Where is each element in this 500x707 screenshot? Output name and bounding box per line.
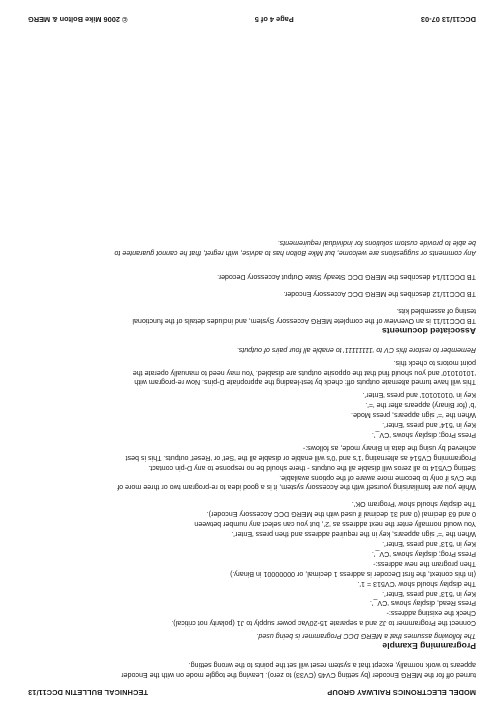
body-line: This will have turned alternate outputs off: check by test-leading the appropriate D-pins. Now re-program with <box>134 378 476 387</box>
footer-page-number: Page 4 of 5 <box>254 15 294 24</box>
step-line: Key in ‘01010101’ and press ‘Enter’. <box>362 391 476 400</box>
associated-doc-line: TB DCC11/12 describes the MERG DCC Accessory Encoder. <box>283 290 476 298</box>
step-line: Then program the new address:- <box>373 559 476 568</box>
step-line: Key in ‘513’ and press ‘Enter’. <box>382 540 476 549</box>
footer-copyright: © 2006 Mike Bolton & MERG <box>28 15 128 24</box>
step-line: Key in ‘514’ and press ‘Enter’. <box>382 421 476 430</box>
body-line: achieved by using the data in Binary mode, as follows:- <box>302 443 476 452</box>
programming-assumption: The following assumes that a MERG DCC Programmer is being used. <box>256 632 476 641</box>
step-line: ‘b’ (for Binary) appears after the ‘=’. <box>365 401 476 410</box>
step-line: Press Prog; display shows ‘CV_’. <box>371 549 476 558</box>
comments-line: Any comments or suggestions are welcome, but Mike Bolton has to advise, with regret, that he cannot guarantee to <box>114 249 476 258</box>
step-line: The display should show ‘Program OK’. <box>351 500 476 509</box>
footer-doc-ref: DCC11/13 07-03 <box>420 15 476 24</box>
body-line: the CVs if only to become more aware of the options available. <box>279 473 476 482</box>
step-line: Press Prog; display shows ‘CV_’. <box>371 430 476 439</box>
comments-line: be able to provide custom solutions for individual requirements. <box>277 239 476 248</box>
step-line: Key in ‘513’ and press ‘Enter’. <box>382 589 476 598</box>
associated-doc-line: TB DCC11/11 is an Overview of the complete MERG Accessory System, and includes details of the functional <box>132 316 476 325</box>
step-line: You would normally enter the next address as ‘2’, but you can select any number between <box>194 520 476 529</box>
body-line: Programming CV514 as alternating ‘1’s and ‘0’s will enable or disable all the ‘Set’ or ‘Reset’ outputs. This is best <box>125 453 476 462</box>
step-line: Check the existing address:- <box>386 609 476 618</box>
body-line: point motors to check this. <box>393 358 476 367</box>
programming-heading: Programming Example <box>382 641 476 652</box>
step-line: (In this context, the first Decoder is address 1 decimal, or 00000001 in Binary.) <box>230 569 476 578</box>
step-line: Press Read, display shows ‘CV_’. <box>369 599 476 608</box>
associated-doc-line: TB DCC11/14 describes the MERG DCC Steady State Output Accessory Decoder. <box>217 273 476 282</box>
page-footer <box>28 14 476 24</box>
step-line: Connect the Programmer to J2 and a separate 15-20Vac power supply to J1 (polarity not critical). <box>171 619 476 628</box>
associated-doc-line: testing of assembled kits. <box>396 306 476 315</box>
step-line: When the ‘=’ sign appears, press Mode. <box>351 411 476 420</box>
body-line: Setting CV514 to all zeros will disable all the outputs - there should be no response to any D-pin contact. <box>148 463 476 472</box>
restore-reminder: Remember to restore this CV to ‘11111111’ to enable all four pairs of outputs. <box>236 345 476 354</box>
step-line: The display should show ‘CV513 = 1’. <box>357 579 476 588</box>
body-line: While you are familiarising yourself with the Accessory system, it is a good idea to re-program two or three more of <box>117 483 476 492</box>
header-bulletin-id: TECHNICAL BULLETIN DCC11/13 <box>28 688 149 697</box>
intro-line: appears to work normally, except that a system reset will set the points to the wrong setting. <box>188 661 476 670</box>
page-header <box>28 679 476 697</box>
step-line: When the ‘=’ sign appears, key in the required address and then press ‘Enter’. <box>231 530 476 539</box>
step-line: 0 and 63 decimal (0 and 31 decimal if used with the MERG DCC Accessory Encoder). <box>206 510 476 519</box>
body-line: ‘10101010’ and you should find that the opposite outputs are disabled. You may need to manually operate the <box>132 368 476 377</box>
header-organisation: MODEL ELECTRONICS RAILWAY GROUP <box>327 688 476 697</box>
associated-heading: Associated documents <box>381 325 476 336</box>
intro-line: turned off for the MERG Encoder (by setting CV45 (CV33) to zero). Leaving the toggle mode on with the Encoder <box>121 671 476 679</box>
